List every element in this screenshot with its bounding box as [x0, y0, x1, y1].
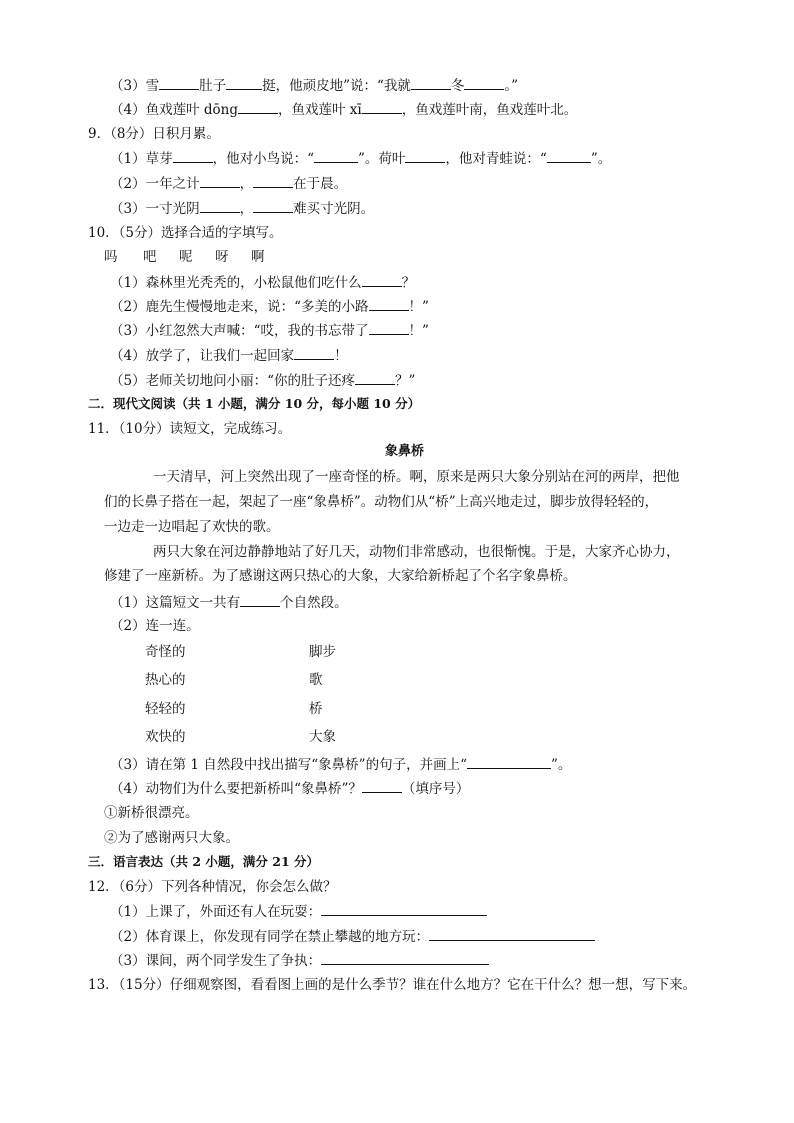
text: 难买寸光阴。	[293, 201, 375, 217]
answer-blank[interactable]	[238, 100, 278, 114]
text: （填序号）	[401, 781, 470, 797]
q10-item2	[110, 297, 429, 316]
section-heading: 二．现代文阅读（共 1 小题，满分 10 分，每小题 10 分）	[88, 396, 421, 411]
text: ，他对小鸟说：“	[212, 151, 314, 167]
text: （3）雪	[110, 78, 160, 94]
q9-item1	[110, 149, 611, 168]
q9-heading: 9．（8分）日积月累。	[88, 126, 220, 142]
answer-blank[interactable]	[294, 346, 334, 360]
text: （3）课间，两个同学发生了争执：	[110, 953, 322, 969]
text: 。”	[504, 78, 519, 94]
answer-blank[interactable]	[226, 76, 262, 90]
text: （2）鹿先生慢慢地走来，说：“多美的小路	[110, 299, 369, 315]
q10-item4	[110, 346, 348, 365]
text: （4）放学了，让我们一起回家	[110, 348, 295, 364]
text: 个自然段。	[280, 595, 348, 611]
match-right-item[interactable]: 大象	[309, 729, 336, 745]
q8-item4	[110, 100, 577, 119]
answer-blank[interactable]	[159, 76, 199, 90]
match-left-item[interactable]: 欢快的	[145, 729, 186, 745]
q12-item1	[110, 902, 487, 921]
text: （4）鱼戏莲叶 dōng	[110, 102, 238, 118]
text: ！”	[408, 323, 429, 339]
q11-heading: 11．（10分）读短文，完成练习。	[88, 421, 292, 437]
q11-item3	[110, 755, 571, 774]
answer-blank[interactable]	[405, 149, 445, 163]
text: ，鱼戏莲叶 xī	[278, 102, 362, 118]
q10-item3	[110, 321, 429, 340]
text: ，他对青蛙说：“	[445, 151, 547, 167]
passage-line: 两只大象在河边静静地站了好几天，动物们非常感动，也很惭愧。于是，大家齐心协力，	[153, 544, 680, 560]
option-word: 吧	[143, 249, 157, 265]
q9-item2	[110, 174, 347, 193]
passage-line: 一天清早，河上突然出现了一座奇怪的桥。啊，原来是两只大象分别站在河的两岸，把他	[153, 469, 680, 485]
passage-line: 修建了一座新桥。为了感谢这两只热心的大象，大家给新桥起了个名字象鼻桥。	[104, 568, 577, 584]
q10-item5	[110, 371, 415, 390]
text: （3）一寸光阴	[110, 201, 200, 217]
q11-item4	[110, 779, 469, 798]
match-left-item[interactable]: 轻轻的	[145, 701, 186, 717]
answer-blank[interactable]	[411, 76, 451, 90]
text: ？”	[395, 373, 416, 389]
text: ”。荷叶	[358, 151, 406, 167]
answer-blank[interactable]	[369, 297, 409, 311]
text: （1）上课了，外面还有人在玩耍：	[110, 904, 322, 920]
q10-item1	[110, 273, 415, 292]
match-right-item[interactable]: 桥	[309, 701, 323, 717]
q8-item3	[110, 76, 518, 95]
text: （1）森林里光秃秃的，小松鼠他们吃什么	[110, 275, 362, 291]
answer-blank[interactable]	[369, 321, 409, 335]
text: （2）一年之计	[110, 176, 200, 192]
text: （1）这篇短文一共有	[110, 595, 241, 611]
q12-item2	[110, 927, 595, 946]
q12-item3	[110, 951, 489, 970]
q13-heading: 13．（15分）仔细观察图，看看图上画的是什么季节？谁在什么地方？它在干什么？想一想，写下来。	[88, 977, 697, 993]
answer-blank[interactable]	[314, 149, 358, 163]
text: ，鱼戏莲叶南，鱼戏莲叶北。	[401, 102, 578, 118]
text: （3）小红忽然大声喊：“哎，我的书忘带了	[110, 323, 369, 339]
answer-blank[interactable]	[321, 951, 489, 965]
answer-blank[interactable]	[253, 174, 293, 188]
passage-line: 一边走一边唱起了欢快的歌。	[104, 519, 280, 535]
q12-heading: 12．（6分）下列各种情况，你会怎么做？	[88, 879, 337, 895]
q10-options	[104, 248, 265, 266]
q11-item2: （2）连一连。	[110, 618, 200, 634]
answer-blank[interactable]	[253, 199, 293, 213]
answer-blank[interactable]	[467, 755, 551, 769]
answer-blank[interactable]	[200, 174, 240, 188]
answer-blank[interactable]	[240, 593, 280, 607]
answer-blank[interactable]	[464, 76, 504, 90]
passage-line: 们的长鼻子搭在一起，架起了一座“象鼻桥”。动物们从“桥”上高兴地走过，脚步放得轻轻的，	[104, 494, 659, 510]
text: （4）动物们为什么要把新桥叫“象鼻桥”？	[110, 781, 362, 797]
text: （3）请在第 1 自然段中找出描写“象鼻桥”的句子，并画上“	[110, 757, 467, 773]
option-word: 啊	[251, 249, 265, 265]
match-left-item[interactable]: 奇怪的	[145, 644, 186, 660]
option-word: 吗	[104, 249, 118, 265]
match-left-item[interactable]: 热心的	[145, 672, 186, 688]
match-right-item[interactable]: 歌	[309, 672, 323, 688]
q9-item3	[110, 199, 374, 218]
text: 挺，他顽皮地”说：“我就	[262, 78, 411, 94]
answer-blank[interactable]	[321, 902, 487, 916]
section-heading: 三．语言表达（共 2 小题，满分 21 分）	[88, 854, 320, 869]
answer-blank[interactable]	[200, 199, 240, 213]
text: （5）老师关切地问小丽：“你的肚子还疼	[110, 373, 355, 389]
option-word: 呀	[215, 249, 229, 265]
text: （2）体育课上，你发现有同学在禁止攀越的地方玩：	[110, 929, 430, 945]
q10-heading: 10．（5分）选择合适的字填写。	[88, 225, 283, 241]
answer-blank[interactable]	[362, 779, 402, 793]
text: ”。	[590, 151, 612, 167]
text: （1）草芽	[110, 151, 173, 167]
text: ，	[239, 176, 254, 192]
answer-blank[interactable]	[362, 273, 402, 287]
answer-blank[interactable]	[429, 927, 595, 941]
text: 在于晨。	[293, 176, 348, 192]
answer-blank[interactable]	[362, 100, 402, 114]
match-right-item[interactable]: 脚步	[309, 644, 336, 660]
text: 肚子	[199, 78, 227, 94]
text: ，	[239, 201, 254, 217]
text: ！”	[408, 299, 429, 315]
choice-option[interactable]: ①新桥很漂亮。	[104, 805, 199, 821]
passage-title: 象鼻桥	[385, 444, 425, 459]
choice-option[interactable]: ②为了感谢两只大象。	[104, 830, 239, 846]
text: ”。	[550, 757, 572, 773]
option-word: 呢	[179, 249, 193, 265]
answer-blank[interactable]	[355, 371, 395, 385]
answer-blank[interactable]	[547, 149, 591, 163]
text: 冬	[450, 78, 465, 94]
answer-blank[interactable]	[173, 149, 213, 163]
q11-item1	[110, 593, 348, 612]
text: ！	[334, 348, 348, 364]
text: ？	[401, 275, 416, 291]
